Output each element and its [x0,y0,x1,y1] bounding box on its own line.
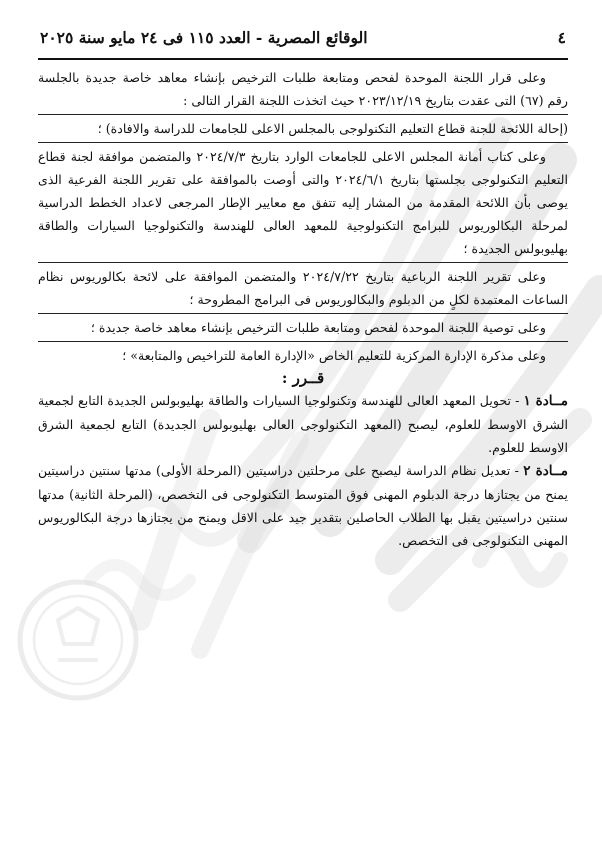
decree-title: قــرر : [281,369,325,387]
page-header [38,28,568,54]
divider [38,313,568,314]
divider [38,341,568,342]
preamble-paragraph-6: وعلى مذكرة الإدارة المركزية للتعليم الخاص «الإدارة العامة للتراخيص والمتابعة» ؛ [122,348,546,363]
page-number: ٤ [557,28,566,47]
preamble-paragraph-4: وعلى تقرير اللجنة الرباعية بتاريخ ٢٠٢٤/٧/٢٢ والمتضمن الموافقة على لائحة بكالوريوس نظام الساعات المعتمدة لكلٍ من الدبلوم والبكالوريوس فى البرامج المطروحة ؛ [38,269,568,307]
article-2 [38,459,568,552]
header-rule [38,58,568,60]
preamble-paragraph-3: وعلى كتاب أمانة المجلس الاعلى للجامعات الوارد بتاريخ ٢٠٢٤/٧/٣ والمتضمن موافقة لجنة قطاع التعليم التكنولوجى بجلستها بتاريخ ٢٠٢٤/٦/١ والتى أوصت بالموافقة على تقرير اللجنة الفرعية الذى يوصى بأن اللائحة المقدمة من المشار إليه تتفق مع معايير الإطار المرجعى لاعداد الخطط الدراسية لمرحلة البكالوريوس للبرامج التكنولوجية للمعهد العالى للهندسة والتكنولوجيا السيارات والطاقة بهليوبولس الجديدة ؛ [38,149,568,256]
preamble-paragraph-1: وعلى قرار اللجنة الموحدة لفحص ومتابعة طلبات الترخيص بإنشاء معاهد خاصة جديدة بالجلسة رقم (٦٧) التى عقدت بتاريخ ٢٠٢٣/١٢/١٩ حيث اتخذت اللجنة القرار التالى : [38,70,568,108]
preamble-paragraph-5: وعلى توصية اللجنة الموحدة لفحص ومتابعة طلبات الترخيص بإنشاء معاهد خاصة جديدة ؛ [90,320,546,335]
article-2-text: - تعديل نظام الدراسة ليصبح على مرحلتين دراسيتين (المرحلة الأولى) مدتها سنتين دراسيتين يمنح من يجتازها درجة الدبلوم المهنى فوق المتوسط التكنولوجى فى التخصص، (المرحلة الثانية) مدتها سنتين دراسيتين يقبل بها الطلاب الحاصلين بتقدير جيد على الاقل ويمنح من يجتازها درجة البكالوريوس المهنى التكنولوجى فى التخصص. [38,463,568,548]
preamble-paragraph-2: (إحالة اللائحة للجنة قطاع التعليم التكنولوجى بالمجلس الاعلى للجامعات للدراسة والافادة) ؛ [97,121,568,136]
gazette-page [38,28,568,552]
divider [38,262,568,263]
article-2-label: مــادة ٢ [523,463,568,479]
article-1-text: - تحويل المعهد العالى للهندسة وتكنولوجيا السيارات والطاقة بهليوبولس الجديدة التابع لجمعية الشرق الاوسط للعلوم، ليصبح (المعهد التكنولوجى العالى بهليوبولس الجديدة) التابع لجمعية الشرق الاوسط للعلوم. [38,393,568,455]
article-1 [38,389,568,459]
article-1-label: مــادة ١ [523,393,568,409]
divider [38,114,568,115]
gazette-title: الوقائع المصرية - العدد ١١٥ فى ٢٤ مايو سنة ٢٠٢٥ [40,28,368,47]
divider [38,142,568,143]
